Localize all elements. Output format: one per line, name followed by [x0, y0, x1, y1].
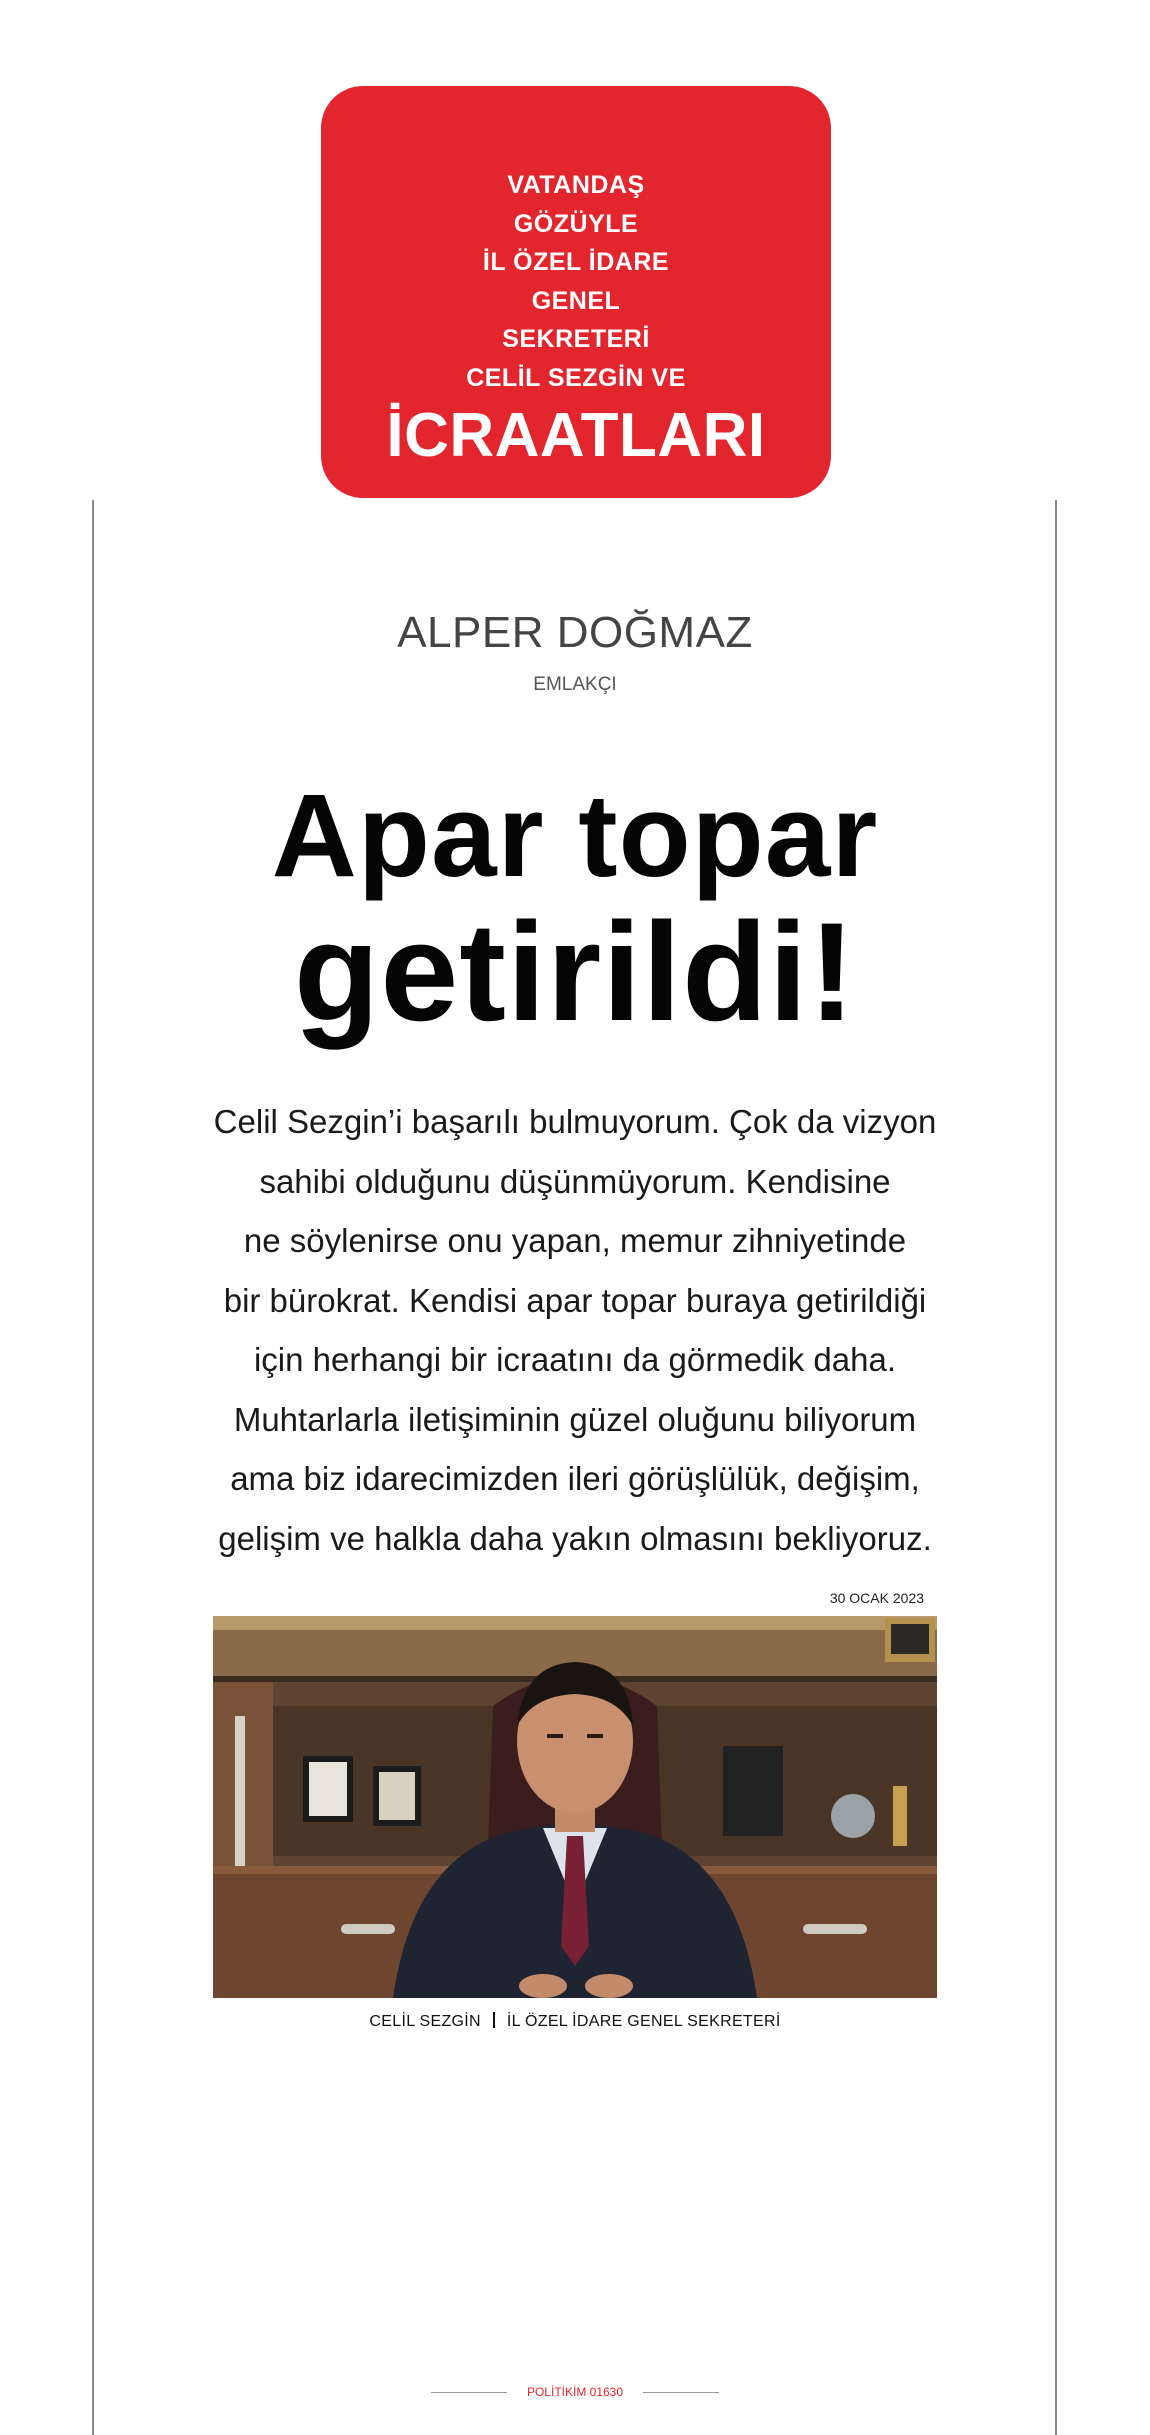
badge-title: İCRAATLARI: [386, 401, 766, 470]
body-line: bir bürokrat. Kendisi apar topar buraya getirildiği: [223, 1281, 927, 1319]
portrait-photo: [213, 1616, 937, 1998]
badge-line: İL ÖZEL İDARE: [482, 248, 670, 276]
footer-text: POLİTİKİM 01630: [526, 2385, 624, 2399]
badge-line: CELİL SEZGİN VE: [466, 363, 686, 392]
headline-line-1: Apar topar: [271, 770, 879, 902]
headline: [0, 770, 1150, 1050]
caption-name: CELİL SEZGİN: [369, 2013, 481, 2030]
author-role: EMLAKÇI: [533, 674, 617, 695]
body-line: sahibi olduğunu düşünmüyorum. Kendisine: [259, 1162, 891, 1200]
body-line: gelişim ve halkla daha yakın olmasını bekliyoruz.: [218, 1519, 932, 1557]
body-line: Muhtarlarla iletişiminin güzel oluğunu biliyorum: [233, 1400, 917, 1438]
caption-separator: [493, 2012, 495, 2028]
caption-title: İL ÖZEL İDARE GENEL SEKRETERİ: [506, 2013, 781, 2030]
badge-line: VATANDAŞ: [507, 171, 645, 199]
badge-line: GÖZÜYLE: [513, 209, 639, 238]
author-name: ALPER DOĞMAZ: [397, 608, 753, 657]
photo-caption: [0, 2012, 1150, 2031]
footer-rule-left: [431, 2392, 507, 2393]
page-footer: [0, 2385, 1150, 2399]
headline-line-2: getirildi!: [293, 893, 857, 1050]
badge-line: SEKRETERİ: [502, 325, 650, 353]
article-date: 30 OCAK 2023: [829, 1590, 924, 1606]
body-line: için herhangi bir icraatını da görmedik daha.: [253, 1341, 897, 1378]
body-line: Celil Sezgin’i başarılı bulmuyorum. Çok da vizyon: [213, 1103, 937, 1140]
body-line: ama biz idarecimizden ileri görüşlülük, değişim,: [230, 1460, 920, 1497]
article-body: [190, 1092, 960, 1568]
badge-line: GENEL: [531, 286, 621, 315]
section-badge: [321, 86, 831, 498]
footer-rule-right: [643, 2392, 719, 2393]
body-line: ne söylenirse onu yapan, memur zihniyetinde: [243, 1222, 907, 1259]
